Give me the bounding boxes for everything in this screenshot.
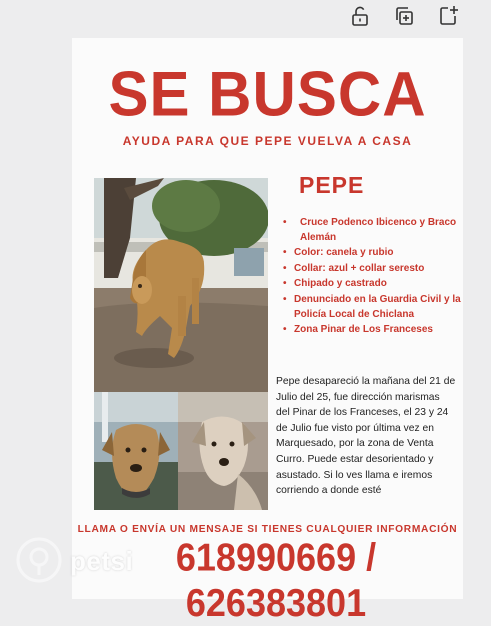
unlock-icon[interactable]	[348, 4, 372, 28]
trait-collar: • Collar: azul + collar seresto	[294, 262, 474, 277]
dog-photo-main	[94, 178, 268, 392]
trait-chip: • Chipado y castrado	[294, 277, 474, 292]
trait-report: • Denunciado en la Guardia Civil y la Policía Local de Chiclana	[294, 293, 474, 322]
petsi-watermark	[16, 537, 216, 585]
phone-numbers: 618990669 / 626383801	[175, 535, 377, 625]
duplicate-icon[interactable]	[392, 4, 416, 28]
poster-headline: SE BUSCA	[108, 59, 427, 130]
pet-traits-list	[282, 216, 474, 339]
toolbar	[0, 0, 491, 32]
trait-color: • Color: canela y rubio	[294, 246, 474, 261]
watermark-text: petsi	[70, 546, 134, 576]
dog-photo-closeup-left	[94, 392, 178, 510]
pin-logo-icon	[16, 537, 62, 583]
add-icon[interactable]	[436, 4, 460, 28]
story-text: Pepe desapareció la mañana del 21 de Julio del 25, fue dirección marismas del Pinar de los Franceses, el 23 y 24 de Julio fue visto por última vez en Marquesado, por la zona de Venta Curro. Puede estar desorientado y asustado. Si lo ves llama e iremos corriendo a donde esté	[276, 376, 456, 497]
poster-subtitle: AYUDA PARA QUE PEPE VUELVA A CASA	[122, 134, 413, 148]
trait-breed: • Cruce Podenco Ibicenco y Braco Alemán	[294, 216, 474, 245]
lost-dog-poster	[72, 38, 463, 625]
pet-name: PEPE	[299, 172, 365, 198]
trait-zone: • Zona Pinar de Los Franceses	[294, 323, 474, 338]
dog-photo-closeup-right	[178, 392, 268, 510]
call-to-action: LLAMA O ENVÍA UN MENSAJE SI TIENES CUALQUIER INFORMACIÓN	[77, 524, 458, 535]
